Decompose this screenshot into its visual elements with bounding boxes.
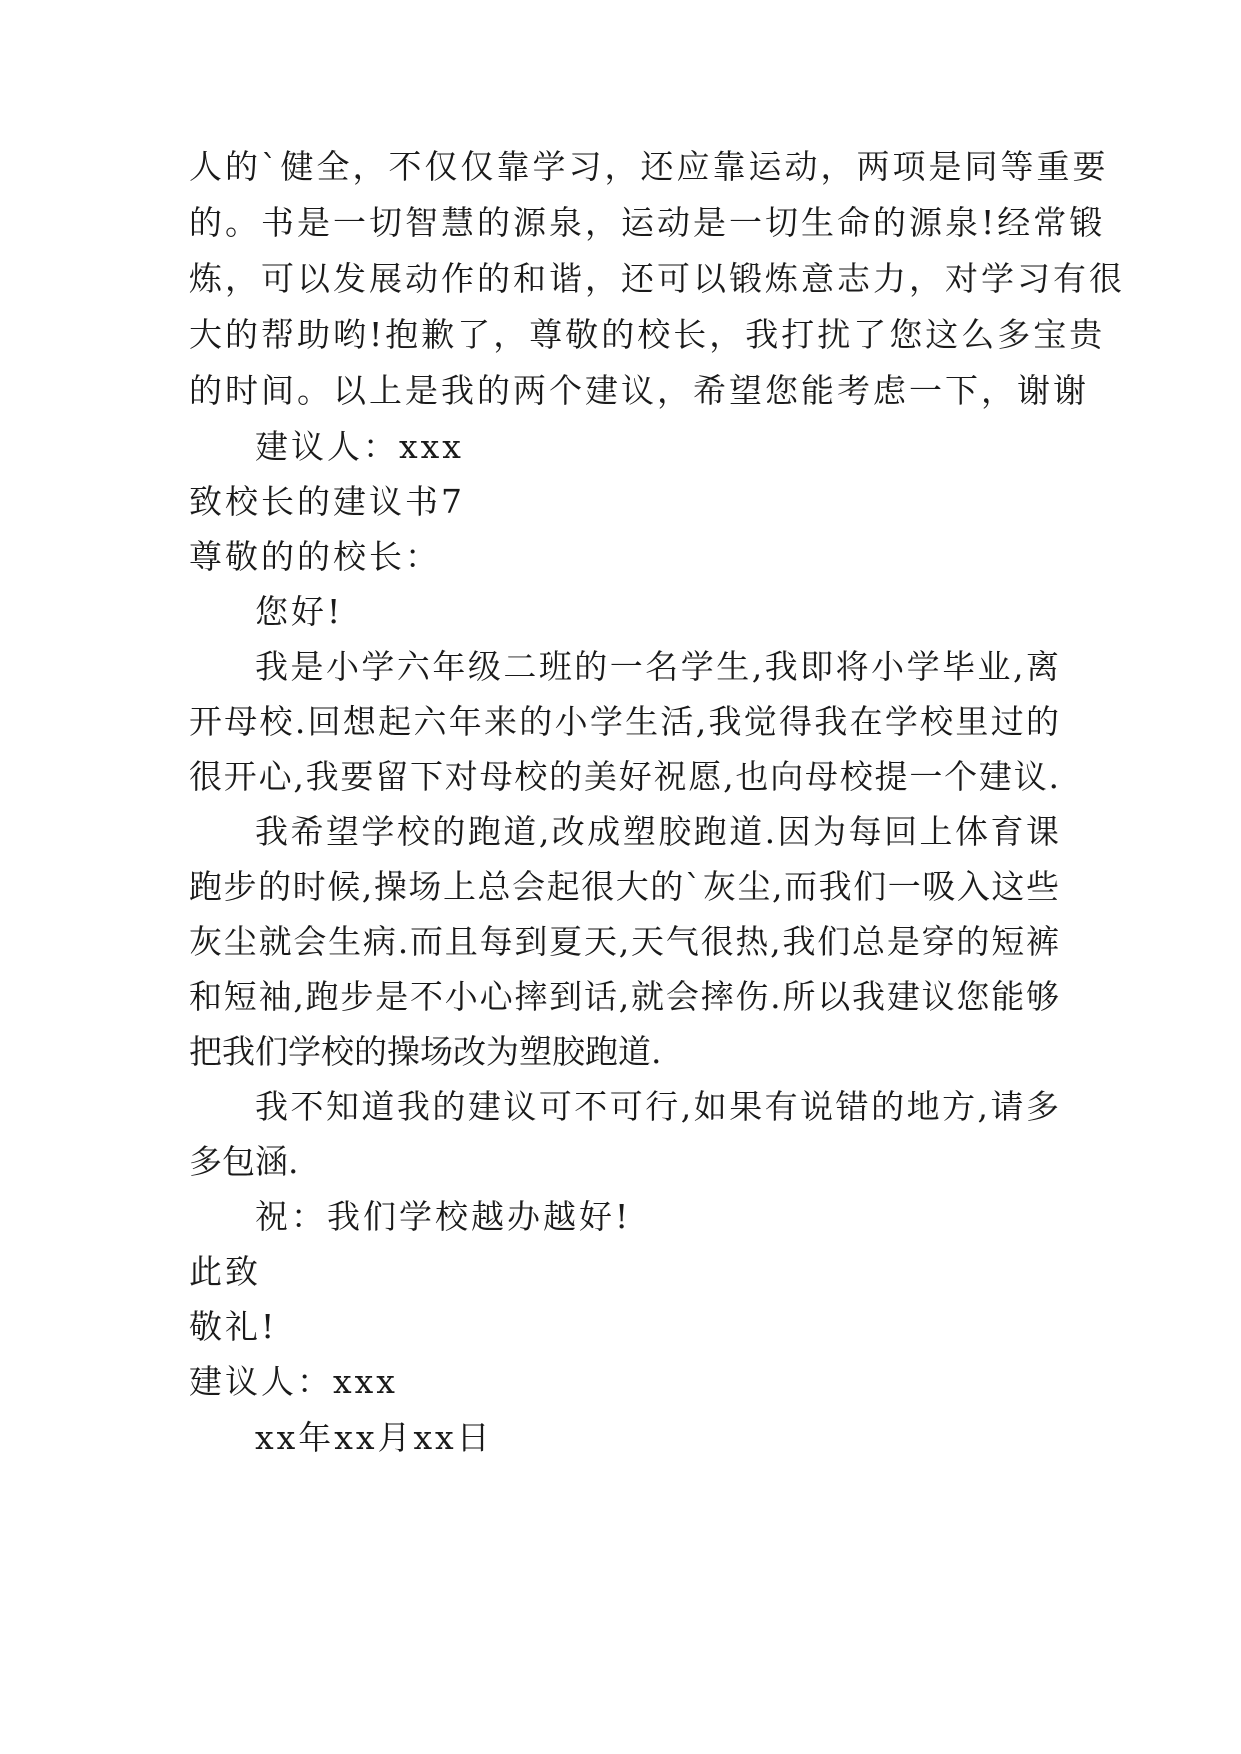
paragraph-line: 开母校.回想起六年来的小学生活,我觉得我在学校里过的 [189, 702, 1059, 741]
signature: 建议人：xxx [189, 1362, 398, 1401]
text-line: 人的`健全，不仅仅靠学习，还应靠运动，两项是同等重要 [189, 147, 1109, 186]
text-line: 大的帮助哟!抱歉了，尊敬的校长，我打扰了您这么多宝贵 [189, 315, 1106, 354]
text-line: 的。书是一切智慧的源泉，运动是一切生命的源泉!经常锻 [189, 203, 1106, 242]
paragraph-line: 把我们学校的操场改为塑胶跑道. [189, 1032, 662, 1071]
paragraph-line: 很开心,我要留下对母校的美好祝愿,也向母校提一个建议. [189, 757, 1059, 796]
paragraph-line: 灰尘就会生病.而且每到夏天,天气很热,我们总是穿的短裤 [189, 922, 1059, 961]
date: xx年xx月xx日 [255, 1418, 493, 1457]
paragraph-line: 我不知道我的建议可不可行,如果有说错的地方,请多 [255, 1087, 1059, 1126]
letter-heading: 致校长的建议书7 [189, 482, 465, 521]
paragraph-line: 多包涵. [189, 1142, 299, 1181]
text-line: 炼，可以发展动作的和谐，还可以锻炼意志力，对学习有很 [189, 259, 1125, 298]
paragraph-line: 我是小学六年级二班的一名学生,我即将小学毕业,离 [255, 647, 1059, 686]
paragraph-line: 和短袖,跑步是不小心摔到话,就会摔伤.所以我建议您能够 [189, 977, 1059, 1016]
closing-wish: 祝：我们学校越办越好! [255, 1197, 632, 1236]
paragraph-line: 我希望学校的跑道,改成塑胶跑道.因为每回上体育课 [255, 812, 1059, 851]
closing-phrase: 此致 [189, 1252, 261, 1291]
salutation: 尊敬的的校长： [189, 537, 441, 576]
paragraph-line: 跑步的时候,操场上总会起很大的`灰尘,而我们一吸入这些 [189, 867, 1059, 906]
signature: 建议人：xxx [255, 427, 464, 466]
text-line: 的时间。以上是我的两个建议，希望您能考虑一下，谢谢 [189, 371, 1089, 410]
greeting: 您好! [255, 592, 344, 631]
closing-salute: 敬礼! [189, 1307, 278, 1346]
